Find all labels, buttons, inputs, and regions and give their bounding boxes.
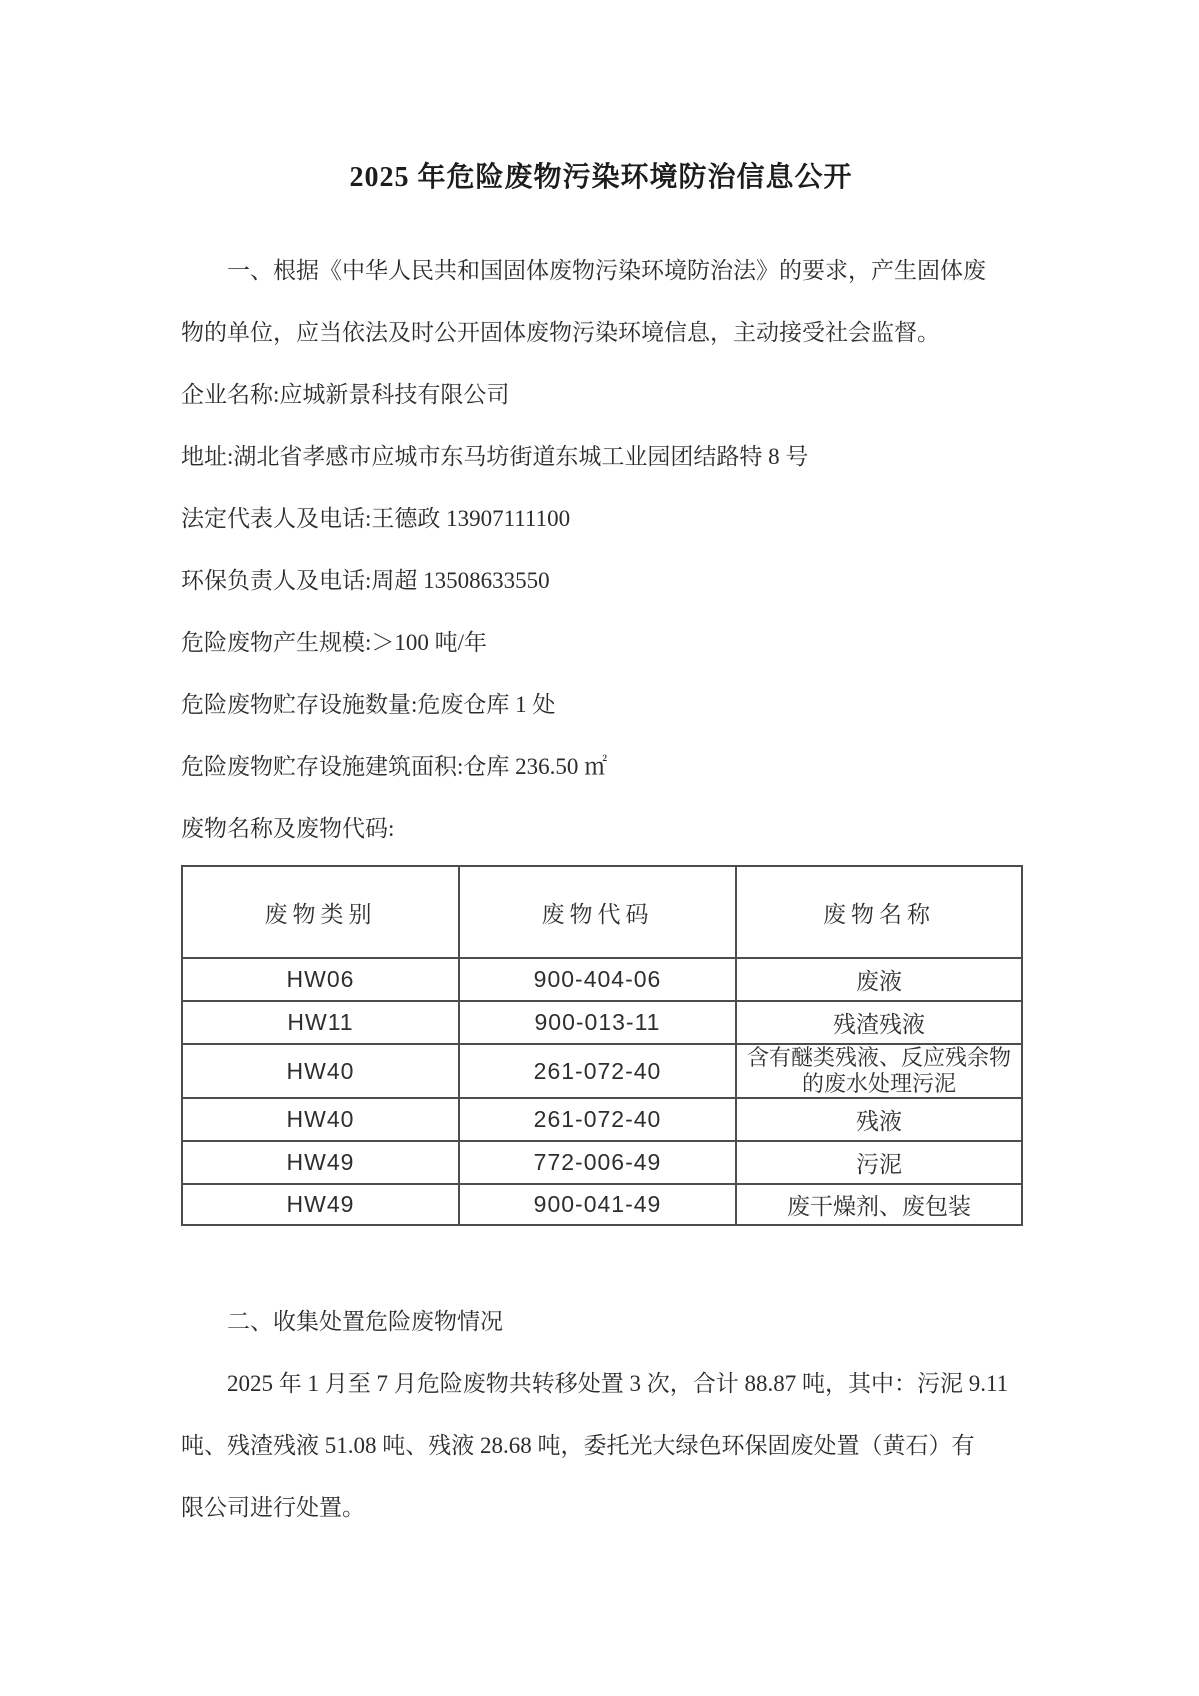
waste-category-cell: HW40 — [182, 1044, 459, 1098]
waste-code-cell: 900-041-49 — [459, 1184, 736, 1225]
waste-code-cell: 261-072-40 — [459, 1044, 736, 1098]
table-row — [182, 1001, 1022, 1044]
legal-representative-line: 法定代表人及电话:王德政 13907111100 — [181, 506, 571, 531]
intro-line-2: 物的单位，应当依法及时公开固体废物污染环境信息，主动接受社会监督。 — [181, 320, 940, 345]
table-row — [182, 1141, 1022, 1184]
section2-line-3: 限公司进行处置。 — [181, 1495, 365, 1520]
waste-category-cell: HW40 — [182, 1098, 459, 1141]
waste-code-cell: 772-006-49 — [459, 1141, 736, 1184]
table-header-row — [182, 866, 1022, 958]
intro-line-1: 一、根据《中华人民共和国固体废物污染环境防治法》的要求，产生固体废 — [227, 258, 986, 283]
table-row — [182, 958, 1022, 1001]
section2-line-1: 2025 年 1 月至 7 月危险废物共转移处置 3 次，合计 88.87 吨，其中：污泥 9.11 — [227, 1371, 1009, 1396]
waste-code-intro-line: 废物名称及废物代码: — [181, 816, 395, 841]
waste-name-cell: 残渣残液 — [736, 1001, 1022, 1044]
section2-paragraph — [181, 1353, 1021, 1539]
environmental-officer-line: 环保负责人及电话:周超 13508633550 — [181, 568, 550, 593]
waste-code-cell: 261-072-40 — [459, 1098, 736, 1141]
document-content — [181, 0, 1021, 1539]
table-row — [182, 1044, 1022, 1098]
company-info-list — [181, 364, 1021, 860]
waste-name-cell: 废液 — [736, 958, 1022, 1001]
intro-paragraph — [181, 240, 1021, 364]
waste-name-cell: 废干燥剂、废包装 — [736, 1184, 1022, 1225]
waste-category-cell: HW11 — [182, 1001, 459, 1044]
waste-category-cell: HW06 — [182, 958, 459, 1001]
section2-line-2: 吨、残渣残液 51.08 吨、残液 28.68 吨，委托光大绿色环保固废处置（黄石）有 — [181, 1433, 975, 1458]
storage-facility-count-line: 危险废物贮存设施数量:危废仓库 1 处 — [181, 692, 556, 717]
header-waste-name: 废物名称 — [736, 866, 1022, 958]
storage-facility-area-line: 危险废物贮存设施建筑面积:仓库 236.50 ㎡ — [181, 754, 608, 779]
waste-code-cell: 900-404-06 — [459, 958, 736, 1001]
company-name-line: 企业名称:应城新景科技有限公司 — [181, 382, 510, 407]
waste-name-cell: 残液 — [736, 1098, 1022, 1141]
section2-heading: 二、收集处置危险废物情况 — [227, 1309, 503, 1334]
waste-code-table — [181, 865, 1023, 1226]
waste-name-cell: 污泥 — [736, 1141, 1022, 1184]
header-waste-category: 废物类别 — [182, 866, 459, 958]
waste-name-cell: 含有醚类残液、反应残余物的废水处理污泥 — [736, 1044, 1022, 1098]
header-waste-code: 废物代码 — [459, 866, 736, 958]
table-row — [182, 1184, 1022, 1225]
address-line: 地址:湖北省孝感市应城市东马坊街道东城工业园团结路特 8 号 — [181, 444, 809, 469]
waste-code-cell: 900-013-11 — [459, 1001, 736, 1044]
table-row — [182, 1098, 1022, 1141]
waste-category-cell: HW49 — [182, 1184, 459, 1225]
page-title: 2025 年危险废物污染环境防治信息公开 — [349, 162, 853, 193]
waste-category-cell: HW49 — [182, 1141, 459, 1184]
production-scale-line: 危险废物产生规模:＞100 吨/年 — [181, 630, 488, 655]
